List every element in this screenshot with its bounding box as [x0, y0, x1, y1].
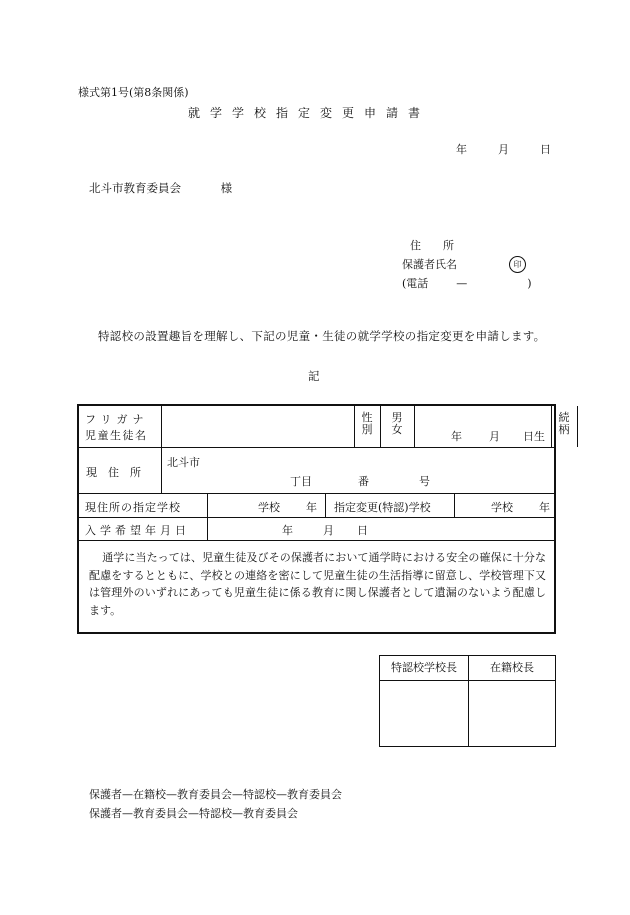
ki-heading: 記: [308, 369, 320, 383]
applicant-address-label: 住 所: [410, 239, 454, 252]
sex-label: 性別: [361, 411, 373, 436]
city-name: 北斗市: [167, 456, 200, 469]
route-line-1: 保護者—在籍校—教育委員会—特認校—教育委員会: [89, 788, 342, 801]
address-label-cell: [79, 448, 162, 493]
approval-stamp-boxes: [379, 655, 556, 747]
applicant-address-row: [402, 236, 532, 255]
guardian-name-label: 保護者氏名: [402, 258, 457, 271]
approval-label-enrolled: 在籍校長: [469, 656, 555, 681]
birth-month-suffix: 月: [489, 430, 500, 443]
applicant-guardian-row: [402, 255, 532, 274]
changed-school-label-cell: [326, 494, 455, 517]
name-label-cell: [79, 406, 162, 447]
relation-label: 続柄: [558, 411, 570, 436]
route-line-2: 保護者—教育委員会—特認校—教育委員会: [89, 807, 298, 820]
table-row-address: [79, 448, 554, 494]
addressee-name: 北斗市教育委員会: [89, 181, 181, 195]
current-school-suffix: 学校: [258, 501, 280, 514]
go-suffix: 号: [419, 475, 430, 488]
current-grade-suffix: 年: [306, 501, 317, 514]
seal-mark: 印: [509, 256, 526, 273]
student-name-label: 児童生徒名: [85, 429, 148, 442]
approval-box-tokunin[interactable]: [380, 656, 469, 746]
chome-suffix: 丁目: [290, 475, 312, 488]
furigana-label: フリガナ: [85, 413, 149, 426]
changed-school-field[interactable]: [455, 494, 554, 517]
address-label: 現住所: [86, 466, 152, 479]
addressee-honorific: 様: [220, 181, 233, 195]
changed-school-label: 指定変更(特認)学校: [334, 501, 431, 514]
date-line: [456, 141, 551, 157]
entry-day-suffix: 日: [357, 524, 368, 537]
phone-close: ): [527, 277, 532, 290]
sex-options: 男女: [391, 411, 403, 436]
table-row-entry-date: [79, 518, 554, 541]
relation-label-cell: [552, 406, 578, 447]
date-year: 年: [456, 143, 467, 156]
current-school-field[interactable]: [208, 494, 326, 517]
ban-suffix: 番: [358, 475, 369, 488]
sex-label-cell: [355, 406, 381, 447]
addressee: [89, 180, 232, 196]
application-form-table: [77, 404, 570, 634]
current-school-label-cell: [79, 494, 208, 517]
birth-day-suffix: 日生: [523, 430, 545, 443]
date-day: 日: [540, 143, 551, 156]
entry-month-suffix: 月: [323, 524, 334, 537]
current-school-label: 現住所の指定学校: [85, 501, 181, 514]
phone-open: (電話: [402, 277, 429, 290]
applicant-block: [402, 236, 532, 293]
sex-options-cell[interactable]: [381, 406, 415, 447]
student-name-field[interactable]: [162, 406, 355, 447]
intro-statement: 特認校の設置趣旨を理解し、下記の児童・生徒の就学学校の指定変更を申請します。: [98, 329, 546, 343]
table-row-name: [79, 406, 570, 448]
address-field[interactable]: [162, 448, 554, 493]
applicant-phone-row: [402, 274, 532, 293]
changed-school-suffix: 学校: [491, 501, 513, 514]
birthdate-field[interactable]: [415, 406, 552, 447]
entry-date-label-cell: [79, 518, 208, 540]
entry-date-label: 入学希望年月日: [85, 524, 190, 537]
document-title: 就学学校指定変更申請書: [188, 106, 431, 120]
phone-dash: —: [456, 277, 468, 290]
pledge-notice: 通学に当たっては、児童生徒及びその保護者において通学時における安全の確保に十分な配慮をするとともに、学校との連絡を密にして児童生徒の生活指導に留意し、学校管理下又は管理外のいずれにあっても児童生徒に係る教育に関し保護者として遺漏のないよう配慮します。: [89, 551, 546, 617]
entry-year-suffix: 年: [282, 524, 293, 537]
date-month: 月: [498, 143, 509, 156]
birth-year-suffix: 年: [451, 430, 462, 443]
changed-grade-suffix: 年: [539, 501, 550, 514]
form-number: 様式第1号(第8条関係): [78, 86, 189, 99]
approval-label-tokunin: 特認校学校長: [380, 656, 468, 681]
table-row-notice: [79, 541, 554, 632]
approval-box-enrolled[interactable]: [469, 656, 555, 746]
entry-date-field[interactable]: [208, 518, 554, 540]
table-row-schools: [79, 494, 554, 518]
